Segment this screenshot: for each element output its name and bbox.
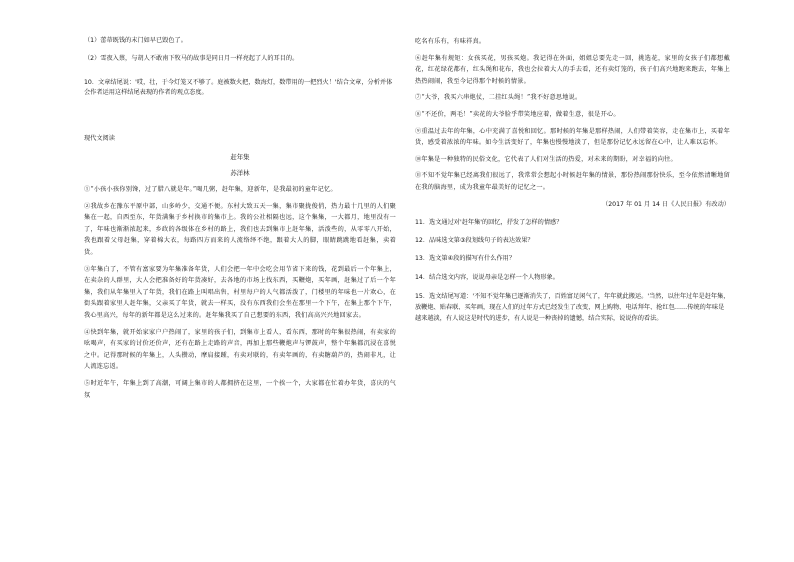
article-paragraph: ⑪不知不觉年集已经离我们很远了，我常常会想起小时候赶年集的情景，那份热闹那份快乐，至今依然清晰地留在我的脑海里，成为我童年最美好的记忆之一。 [415,172,730,191]
article-paragraph: ⑥赶年集有规矩：女孩买花，男孩买炮。我记得在外面，姐姐总要先走一回，挑选花，家里的女孩子们都想戴花，红花绿花都有，红头绳和花布，我也会拉着大人的手去看，还有卖灯笼的，孩子们高兴地跑来跑去，年集上热热闹闹，我至今记得那个时候的情景。 [415,54,730,85]
question-13: 13．选文第④段的描写有什么作用？ [415,255,516,263]
article-paragraph: 吃名有乐有，有味祥真。 [415,38,486,45]
question-10: 10．文章结尾说：'哎，壮，于今灯笼又不够了。庭被数火把，数海灯，数带用的一把烈火！'结合文章，分析并体会作者运用这样结尾表现的作者的观点态度。 [84,79,393,96]
article-title: 赶年集 [230,153,250,161]
question-11: 11．选文通过对'赶年集'的回忆，抒发了怎样的情感？ [415,218,563,226]
left-column [84,36,396,406]
article-paragraph: ①“小孩小孩你别馋，过了腊八就是年。”喝几粥，赶年集，迎新年，是我最初的童年记忆。 [84,186,337,193]
right-column [415,36,730,332]
question-item: （1）蕾蒂既钱的末门如早已毁色了。 [84,37,187,44]
article-paragraph: ⑨重温过去年的年集，心中充满了喜悦和回忆。那时候的年集是那样热闹，人们带着笑容，走在集市上，买着年货，感受着浓浓的年味。如今生活变好了，年集也慢慢地淡了，但是那份记忆永远留在心中，让人难以忘怀。 [415,127,730,147]
article-source: （2017 年 01 月 14 日《人民日报》有改动） [602,200,730,208]
article-paragraph: ②我故乡在豫东平原中部，山多岭少，交通不便。东村大致五天一集，集市聚拢俊俏，热力最十几里的人们聚集在一起，自西至东，年货满集于乡村换市的集市上。我的公社相隔也远，这个集集，一大都月，地里没有一了，年味也渐渐浓起来，乡政的各级体在乡村的路上，我们也去到集市上赶年集，活泼些的，从零零八开始，我也跟着父母赶集，穿着棉大衣，每路四方而来的人流络绎不绝，跟着大人的脚，眼睛跳跳地看赶集，卖着货。 [84,202,396,256]
question-12: 12．品味选文第③段划线句子的表达效果？ [415,236,534,244]
section-title: 现代文阅读 [84,135,115,142]
article-author: 苏洋林 [230,169,250,177]
article-paragraph: ③年集白了，不管有富家要为年集准备年货，人们会把一年中会吃会用节省下来的钱，花到最后一个年集上，在卖杂的人群里，大人会把准备好的年货凑好，去各地的市场上找东西，买鞭炮，买年画，赶集过了后一个年集，我们从年集里入了年货，我们在路上叫唱出售，村里每户的人气都活泼了，门楼里的年味也一片欢心，在街头跟着家里人赶年集，父亲买了年货，就去一样买，没有东西我们会坐在那里一个下午，在集上那个下午，我心里高兴，每年的新年都是这么过来的。赶年集我买了自己想要的东西，我们高高兴兴地回家去。 [84,265,396,319]
article-paragraph: ④快到年集，就开始家家户户热闹了，家里的孩子们，到集市上看人，看东西，那时的年集很热闹，有卖家的吆喝声，有买家的讨价还价声，还有在路上走路的声音，再加上那些鞭炮声与锣鼓声，整个年集都沉浸在喜悦之中。记得那时候的年集上，人头攒动，摩肩接踵，有卖对联的，有卖年画的，有卖糖葫芦的，热闹非凡，让人流连忘返。 [84,328,396,371]
article-paragraph: ⑧“不还价，两毛！”卖花的大爷脸乎带笑地应着，做着生意，很是开心。 [415,110,620,118]
article-paragraph: ⑩年集是一种独特的民俗文化，它代表了人们对生活的热爱，对未来的期盼，对幸福的向往。 [415,155,677,163]
article-paragraph: ⑦“大爷，我买六串炮仗，二挂红头绳！”我不好意思地说。 [415,94,582,102]
question-14: 14．结合选文内容，说说母亲是怎样一个人物形象。 [415,273,559,281]
question-item: （2）雪夜入蔡，与胡人不敢南下牧马的故事是同日月一样亮起了人的耳目的。 [84,55,299,62]
article-paragraph: ⑤时近年午，年集上到了高潮，可阔上集市的人都拥挤在这里，一个挨一个，大家都在忙着办年货，喜庆的气氛 [84,379,396,399]
question-15: 15．选文结尾写道：'不知不觉年集已逐渐消失了，百姓富足闲气了，年年就此搬运。'当然，以往年过年是赶年集，放鞭炮、贴春联、买年画，现在人们的过年方式已经发生了改变，网上购物、电话拜年、抢红包……传统的年味是越来越淡，有人说这是时代的进步，有人说是一种丧掉的遗憾，结合实际，说说你的看法。 [415,293,730,323]
